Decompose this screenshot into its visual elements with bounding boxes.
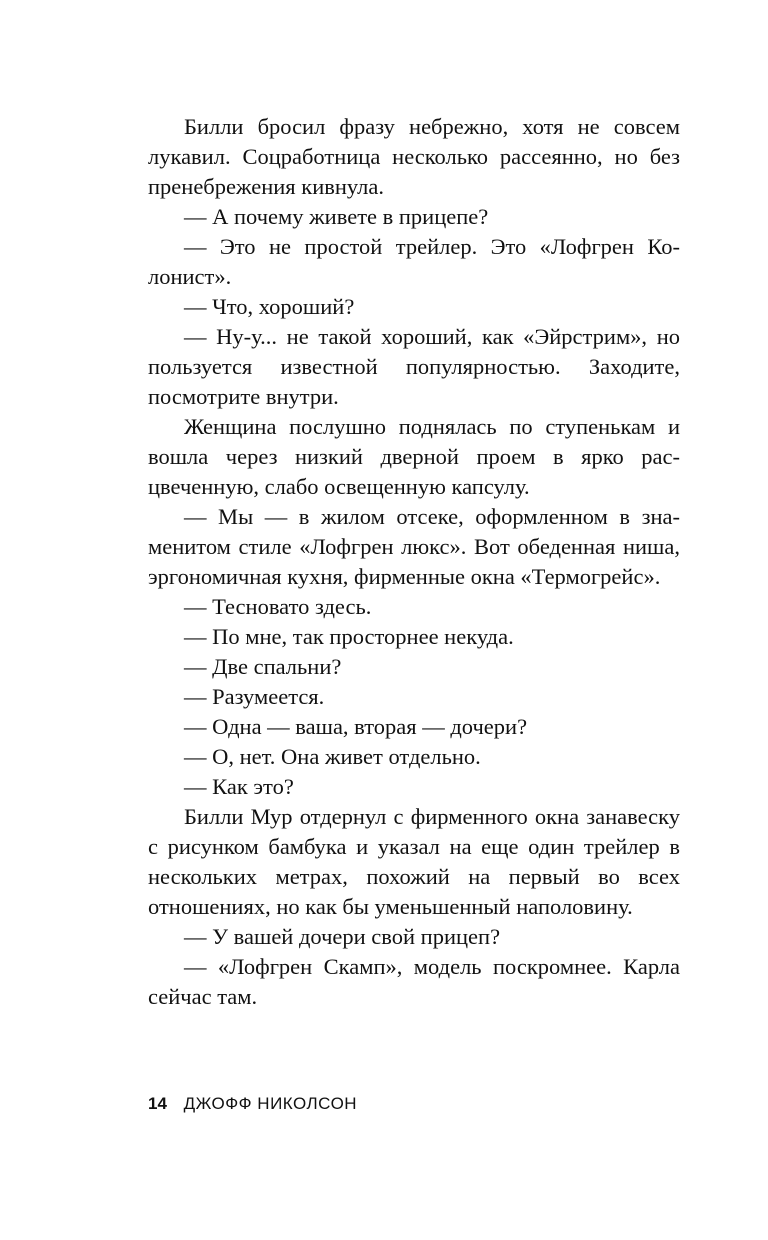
paragraph-10: — Две спальни? [184, 654, 342, 679]
page-number: 14 [148, 1094, 167, 1113]
paragraph-12: — Одна — ваша, вторая — дочери? [184, 714, 528, 739]
paragraph-16: — У вашей дочери свой прицеп? [184, 924, 501, 949]
paragraph-8: — Тесновато здесь. [184, 594, 372, 619]
paragraph-17: — «Лофгрен Скамп», модель поскромнее. Карла сейчас там. [148, 954, 680, 1009]
page-body [148, 112, 680, 1012]
paragraph-9: — По мне, так просторнее некуда. [184, 624, 514, 649]
paragraph-14: — Как это? [184, 774, 294, 799]
page-footer [148, 1093, 357, 1115]
paragraph-13: — О, нет. Она живет отдельно. [184, 744, 481, 769]
paragraph-15: Билли Мур отдернул с фирменного окна занавеску с рисунком бамбука и указал на еще один трейлер в нескольких метрах, похожий на первый во всех отношениях, но как бы уменьшенный наполовину. [148, 804, 680, 919]
running-author: ДЖОФФ НИКОЛСОН [183, 1094, 358, 1113]
paragraph-4: — Что, хороший? [184, 294, 355, 319]
paragraph-7: — Мы — в жилом отсеке, оформленном в знаменитом стиле «Лофгрен люкс». Вот обеденная ниша, эргономичная кухня, фирменные окна «Термогрейс». [148, 504, 680, 589]
paragraph-11: — Разумеется. [184, 684, 325, 709]
paragraph-3: — Это не простой трейлер. Это «Лофгрен Колонист». [148, 234, 680, 289]
paragraph-5: — Ну-у... не такой хороший, как «Эйрстрим», но пользуется известной популярностью. Заходите, посмотрите внутри. [148, 324, 680, 409]
paragraph-2: — А почему живете в прицепе? [184, 204, 489, 229]
paragraph-6: Женщина послушно поднялась по ступенькам и вошла через низкий дверной проем в ярко расцвеченную, слабо освещенную капсулу. [148, 414, 680, 499]
paragraph-1: Билли бросил фразу небрежно, хотя не совсем лукавил. Соцработница несколько рассеянно, но без пренебрежения кивнула. [148, 114, 680, 199]
